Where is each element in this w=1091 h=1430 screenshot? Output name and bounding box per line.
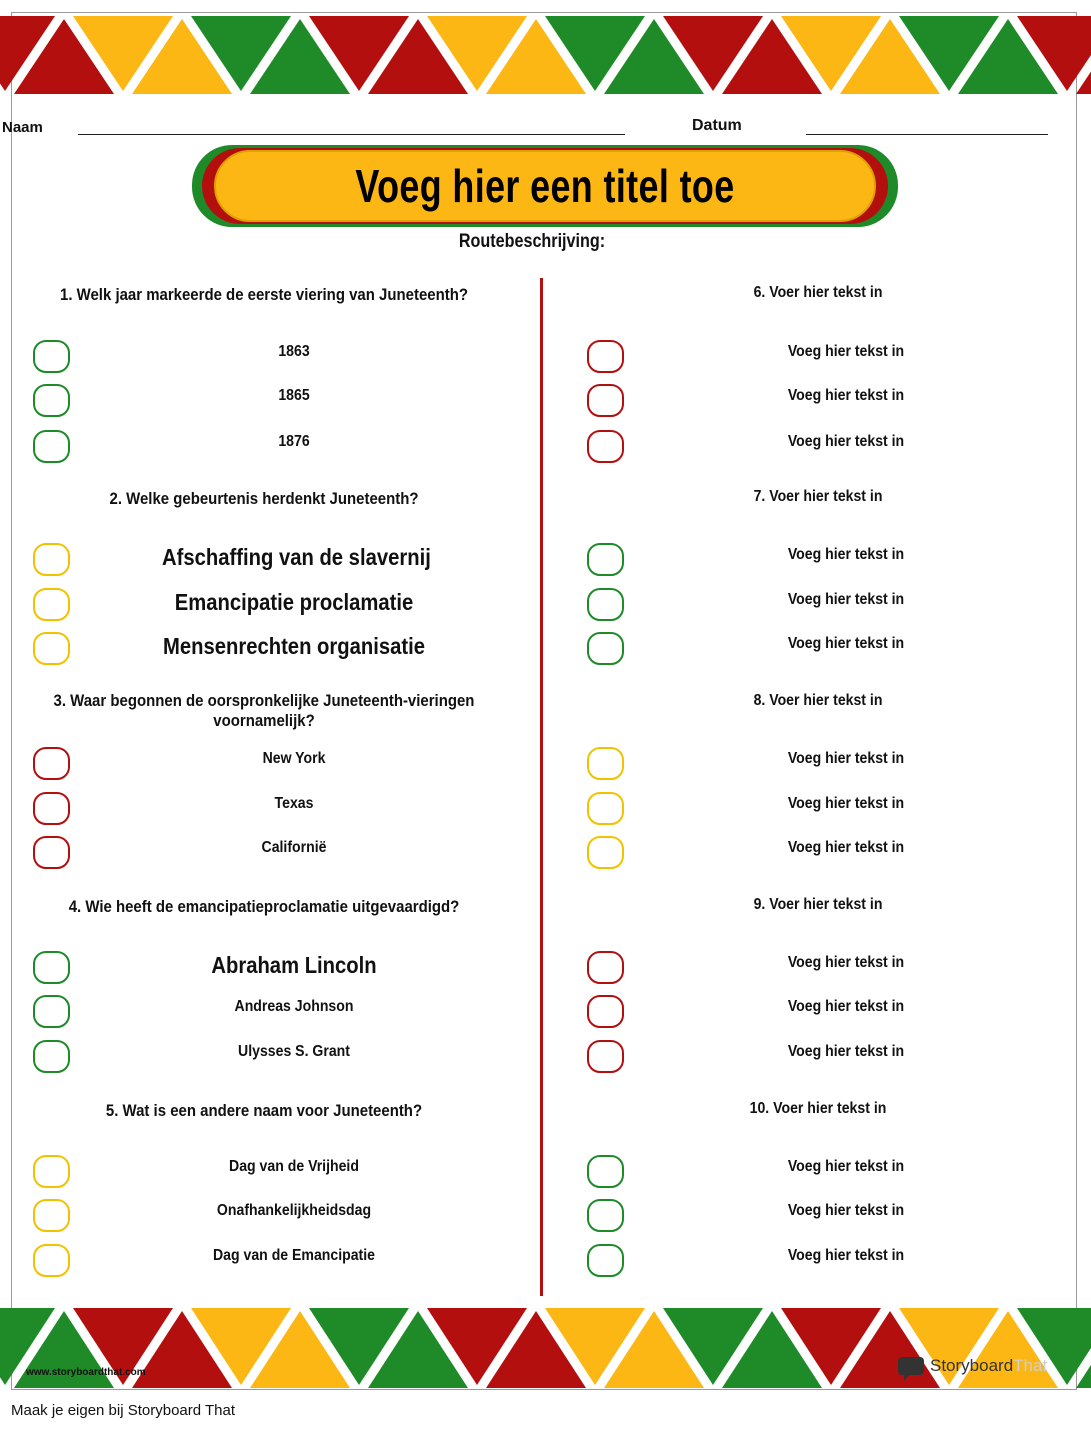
footer-link[interactable]: Maak je eigen bij Storyboard That	[11, 1402, 236, 1419]
answer-checkbox[interactable]	[33, 384, 70, 417]
answer-checkbox[interactable]	[587, 792, 624, 825]
answer-checkbox[interactable]	[587, 384, 624, 417]
answer-checkbox[interactable]	[33, 340, 70, 373]
answer-checkbox[interactable]	[587, 995, 624, 1028]
answer-option: Voeg hier tekst in	[787, 1247, 905, 1264]
answer-option: Voeg hier tekst in	[787, 795, 905, 812]
answer-checkbox[interactable]	[587, 430, 624, 463]
worksheet	[2, 12, 1077, 1390]
question-text: 8. Voer hier tekst in	[753, 692, 883, 709]
answer-checkbox[interactable]	[587, 836, 624, 869]
brand-name	[930, 1356, 1047, 1376]
answer-option: Voeg hier tekst in	[787, 839, 905, 856]
name-label: Naam	[2, 119, 43, 136]
answer-option: 1876	[278, 433, 310, 450]
answer-option: Voeg hier tekst in	[787, 546, 905, 563]
page-title[interactable]: Voeg hier een titel toe	[355, 160, 735, 212]
answer-checkbox[interactable]	[33, 1244, 70, 1277]
title-banner	[192, 145, 898, 227]
answer-checkbox[interactable]	[33, 747, 70, 780]
answer-option: Californië	[261, 839, 327, 856]
question-text: 5. Wat is een andere naam voor Juneteenth?	[105, 1101, 423, 1120]
answer-checkbox[interactable]	[587, 1244, 624, 1277]
brand-light: That	[1013, 1356, 1048, 1375]
answer-option: 1865	[278, 387, 310, 404]
directions-label: Routebeschrijving:	[458, 231, 606, 252]
question-text: 4. Wie heeft de emancipatieproclamatie uitgevaardigd?	[68, 897, 460, 916]
question-text: 7. Voer hier tekst in	[753, 488, 883, 505]
answer-option: Andreas Johnson	[234, 998, 354, 1015]
answer-option: Dag van de Emancipatie	[213, 1247, 375, 1264]
answer-option: 1863	[278, 343, 310, 360]
answer-option: Onafhankelijkheidsdag	[216, 1202, 372, 1219]
answer-checkbox[interactable]	[33, 430, 70, 463]
answer-option: Texas	[274, 795, 314, 812]
answer-checkbox[interactable]	[587, 543, 624, 576]
answer-checkbox[interactable]	[587, 340, 624, 373]
answer-checkbox[interactable]	[33, 1199, 70, 1232]
date-line[interactable]	[806, 134, 1048, 135]
date-label: Datum	[692, 117, 742, 134]
answer-checkbox[interactable]	[587, 951, 624, 984]
question-text: 1. Welk jaar markeerde de eerste viering van Juneteenth?	[60, 285, 468, 304]
answer-option: Afschaffing van de slavernij	[162, 544, 431, 570]
question-text: 2. Welke gebeurtenis herdenkt Juneteenth?	[109, 489, 419, 508]
top-triangle-banner	[12, 13, 1078, 97]
answer-checkbox[interactable]	[587, 588, 624, 621]
answer-checkbox[interactable]	[33, 543, 70, 576]
answer-checkbox[interactable]	[33, 632, 70, 665]
question-text: 9. Voer hier tekst in	[753, 896, 883, 913]
answer-checkbox[interactable]	[33, 951, 70, 984]
answer-option: Voeg hier tekst in	[787, 1202, 905, 1219]
answer-option: Voeg hier tekst in	[787, 591, 905, 608]
column-divider	[540, 278, 543, 1296]
answer-checkbox[interactable]	[587, 632, 624, 665]
answer-checkbox[interactable]	[33, 588, 70, 621]
answer-option: Voeg hier tekst in	[787, 343, 905, 360]
answer-option: New York	[262, 750, 326, 767]
name-line[interactable]	[78, 134, 625, 135]
storyboard-logo-icon	[896, 1354, 928, 1382]
answer-option: Voeg hier tekst in	[787, 954, 905, 971]
answer-option: Ulysses S. Grant	[238, 1043, 350, 1060]
answer-checkbox[interactable]	[587, 747, 624, 780]
answer-option: Dag van de Vrijheid	[229, 1158, 359, 1175]
question-text: 10. Voer hier tekst in	[749, 1100, 887, 1117]
answer-option: Voeg hier tekst in	[787, 1158, 905, 1175]
answer-checkbox[interactable]	[33, 792, 70, 825]
brand-logo	[896, 1353, 1066, 1383]
answer-checkbox[interactable]	[587, 1040, 624, 1073]
answer-option: Emancipatie proclamatie	[174, 589, 414, 615]
answer-option: Mensenrechten organisatie	[162, 633, 426, 659]
answer-checkbox[interactable]	[33, 995, 70, 1028]
answer-option: Voeg hier tekst in	[787, 998, 905, 1015]
question-text: 6. Voer hier tekst in	[753, 284, 883, 301]
answer-option: Voeg hier tekst in	[787, 1043, 905, 1060]
answer-checkbox[interactable]	[587, 1155, 624, 1188]
answer-checkbox[interactable]	[33, 836, 70, 869]
answer-option: Voeg hier tekst in	[787, 635, 905, 652]
answer-checkbox[interactable]	[587, 1199, 624, 1232]
question-text: 3. Waar begonnen de oorspronkelijke Juneteenth-vieringen voornamelijk?	[53, 691, 475, 730]
answer-checkbox[interactable]	[33, 1155, 70, 1188]
answer-option: Voeg hier tekst in	[787, 433, 905, 450]
website-watermark: www.storyboardthat.com	[26, 1367, 146, 1378]
answer-option: Abraham Lincoln	[211, 952, 377, 978]
answer-checkbox[interactable]	[33, 1040, 70, 1073]
answer-option: Voeg hier tekst in	[787, 387, 905, 404]
brand-main: Storyboard	[930, 1356, 1014, 1375]
answer-option: Voeg hier tekst in	[787, 750, 905, 767]
